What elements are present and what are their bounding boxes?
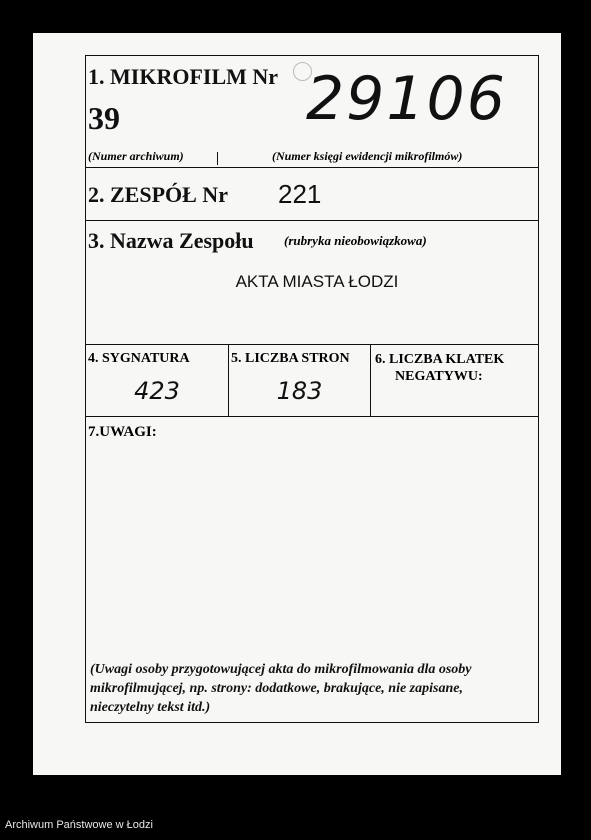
liczba-stron-label: 5. LICZBA STRON: [231, 351, 350, 366]
zespol-section: [86, 168, 538, 221]
sygnatura-value: 423: [134, 377, 180, 405]
record-form: [85, 55, 539, 723]
archive-number-label: (Numer archiwum): [88, 149, 184, 163]
liczba-klatek-label-line1: 6. LICZBA KLATEK: [375, 352, 505, 367]
nazwa-label: 3. Nazwa Zespołu: [88, 228, 254, 253]
microfilm-book-label: (Numer księgi ewidencji mikrofilmów): [272, 149, 463, 163]
archive-footer: Archiwum Państwowe w Łodzi: [5, 819, 153, 831]
uwagi-note: (Uwagi osoby przygotowującej akta do mikrofilmowania dla osoby mikrofilmującej, np. strony: dodatkowe, brakujące, nie zapisane, nieczytelny tekst itd.): [90, 662, 472, 715]
divider-tick: [217, 152, 218, 165]
microfilm-card: [33, 33, 561, 775]
uwagi-label: 7.UWAGI:: [88, 424, 157, 440]
mikrofilm-label: 1. MIKROFILM Nr: [88, 64, 279, 89]
mikrofilm-section: [86, 56, 538, 168]
sygnatura-label: 4. SYGNATURA: [88, 351, 190, 366]
liczba-klatek-label-line2: NEGATYWU:: [395, 369, 483, 384]
zespol-number: 221: [278, 179, 322, 209]
uwagi-section: [86, 417, 538, 722]
nazwa-value: AKTA MIASTA ŁODZI: [235, 272, 399, 291]
nazwa-section: [86, 221, 538, 345]
liczba-stron-value: 183: [276, 377, 323, 405]
archive-number: 39: [88, 100, 120, 136]
liczba-klatek-label: [375, 351, 504, 385]
zespol-label: 2. ZESPÓŁ Nr: [88, 182, 228, 207]
liczba-klatek-cell: [371, 345, 538, 416]
sygnatura-cell: [86, 345, 229, 416]
details-section: [86, 345, 538, 417]
liczba-stron-cell: [229, 345, 371, 416]
nazwa-sublabel: (rubryka nieobowiązkowa): [284, 233, 427, 248]
microfilm-book-number: 29106: [306, 64, 507, 134]
